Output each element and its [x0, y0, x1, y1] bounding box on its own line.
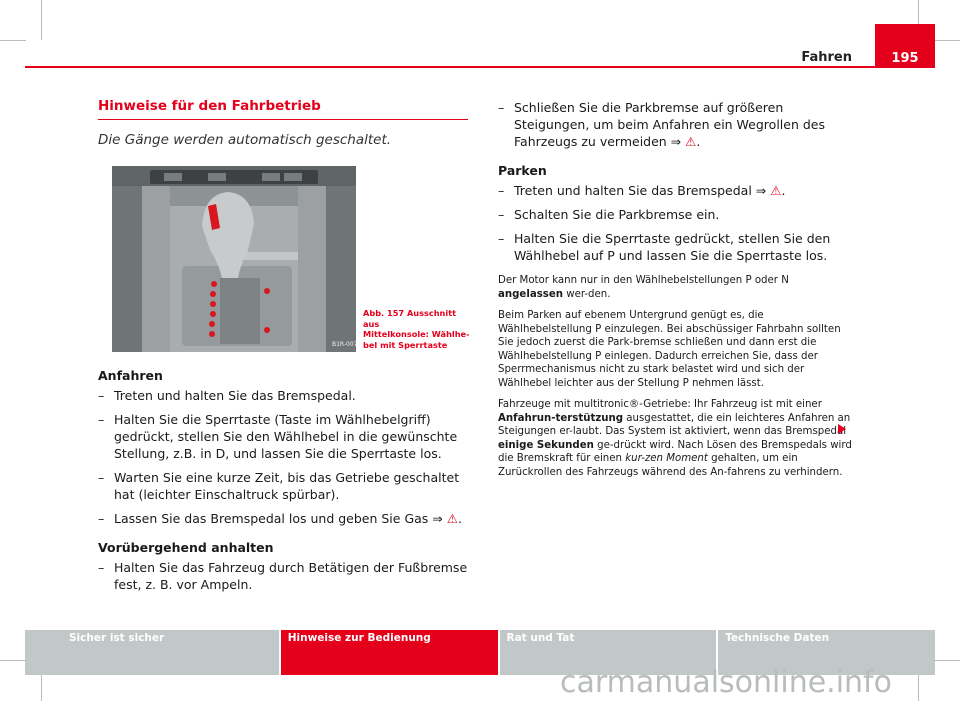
list-item-text: Halten Sie das Fahrzeug durch Betätigen der Fußbremse fest, z. B. vor Ampeln.: [114, 560, 468, 592]
anfahren-heading: Anfahren: [98, 368, 163, 383]
figure: [98, 166, 468, 352]
section-title: Hinweise für den Fahrbetrieb: [98, 98, 321, 114]
paragraph-multitronic: Fahrzeuge mit multitronic®-Getriebe: Ihr Fahrzeug ist mit einer Anfahrun-terstützung ausgestattet, die ein leichteres Anfahren an Steigungen er-laubt. Das System ist aktiviert, wenn das Bremspedal einige Sekunden ge-drückt wird. Nach Lösen des Bremspedals wird die Bremskraft für einen kur-zen Moment gehalten, um ein Zurückrollen des Fahrzeugs während des An-fahrens zu verhindern.: [498, 399, 852, 478]
list-item: – Treten und halten Sie das Bremspedal ⇒ ⚠.: [498, 183, 786, 198]
list-item-text: Lassen Sie das Bremspedal los und geben Sie Gas ⇒: [114, 511, 443, 526]
caption-line: Mittelkonsole: Wählhe-: [363, 329, 470, 339]
list-item-text: Halten Sie die Sperrtaste (Taste im Wählhebelgriff) gedrückt, stellen Sie den Wählhebel in die gewünschte Stellung, z.B. in D, und lassen Sie die Sperrtaste los.: [114, 412, 458, 461]
list-item-text: Treten und halten Sie das Bremspedal ⇒: [514, 183, 767, 198]
warning-icon: ⚠: [446, 511, 458, 526]
list-item: – Halten Sie die Sperrtaste (Taste im Wählhebelgriff) gedrückt, stellen Sie den Wählhebel in die gewünschte Stellung, z.B. in D, und lassen Sie die Sperrtaste los.: [98, 412, 458, 461]
paragraph-parking: Beim Parken auf ebenem Untergrund genügt es, die Wählhebelstellung P einzulegen. Bei abschüssiger Fahrbahn sollten Sie jedoch zuerst die Park-bremse schließen und dann erst die Wählhebelstellung P einlegen. Dadurch erreichen Sie, dass der Sperrmechanismus nicht zu stark belastet wird und sich der Wählhebel leichter aus der Stellung P nehmen lässt.: [498, 310, 841, 389]
header-rule: [25, 66, 935, 68]
continue-arrow-icon: [838, 424, 846, 434]
footer-tab-sicher[interactable]: Sicher ist sicher: [25, 630, 279, 675]
crop-mark: [934, 40, 960, 41]
figure-code: B1R-0077: [332, 341, 362, 348]
warning-icon: ⚠: [685, 134, 697, 149]
list-item-text: Schalten Sie die Parkbremse ein.: [514, 207, 720, 222]
footer-tab-rat[interactable]: Rat und Tat: [500, 630, 717, 675]
list-item: – Halten Sie das Fahrzeug durch Betätigen der Fußbremse fest, z. B. vor Ampeln.: [98, 560, 468, 592]
paragraph-engine-start: Der Motor kann nur in den Wählhebelstellungen P oder N angelassen wer-den.: [498, 275, 789, 300]
footer-tab-bedienung[interactable]: Hinweise zur Bedienung: [281, 630, 498, 675]
parken-heading: Parken: [498, 163, 547, 178]
caption-line: bel mit Sperrtaste: [363, 339, 448, 350]
caption-line: Abb. 157 Ausschnitt aus: [363, 308, 457, 329]
anhalten-heading: Vorübergehend anhalten: [98, 540, 274, 555]
list-item: – Schließen Sie die Parkbremse auf größeren Steigungen, um beim Anfahren ein Wegrollen des Fahrzeugs zu vermeiden ⇒ ⚠.: [498, 100, 825, 149]
figure-caption: [363, 308, 471, 350]
list-item-text: Warten Sie eine kurze Zeit, bis das Getriebe geschaltet hat (leichter Einschaltruck spürbar).: [114, 470, 460, 502]
chapter-title: Fahren: [801, 50, 852, 65]
watermark: carmanualsonline.info: [560, 665, 892, 700]
footer-tab-technik[interactable]: Technische Daten: [718, 630, 935, 675]
right-column: [498, 96, 854, 479]
crop-mark: [0, 660, 26, 661]
gear-selector-photo: [112, 166, 362, 352]
section-rule: [98, 119, 468, 120]
list-item-text: Schließen Sie die Parkbremse auf größeren Steigungen, um beim Anfahren ein Wegrollen des Fahrzeugs zu vermeiden ⇒: [514, 100, 825, 149]
list-item: – Lassen Sie das Bremspedal los und geben Sie Gas ⇒ ⚠.: [98, 511, 462, 526]
section-subtitle: Die Gänge werden automatisch geschaltet.: [98, 132, 392, 148]
warning-icon: ⚠: [770, 183, 782, 198]
list-item: – Warten Sie eine kurze Zeit, bis das Getriebe geschaltet hat (leichter Einschaltruck spürbar).: [98, 470, 460, 502]
list-item-text: Halten Sie die Sperrtaste gedrückt, stellen Sie den Wählhebel auf P und lassen Sie die Sperrtaste los.: [514, 231, 831, 263]
crop-mark: [934, 660, 960, 661]
list-item: – Treten und halten Sie das Bremspedal.: [98, 388, 356, 403]
list-item-text: Treten und halten Sie das Bremspedal.: [114, 388, 356, 403]
list-item: – Halten Sie die Sperrtaste gedrückt, stellen Sie den Wählhebel auf P und lassen Sie die Sperrtaste los.: [498, 231, 831, 263]
crop-mark: [0, 40, 26, 41]
crop-mark: [41, 0, 42, 40]
list-item: – Schalten Sie die Parkbremse ein.: [498, 207, 720, 222]
page-number: 195: [875, 24, 935, 67]
left-column: [98, 96, 468, 593]
